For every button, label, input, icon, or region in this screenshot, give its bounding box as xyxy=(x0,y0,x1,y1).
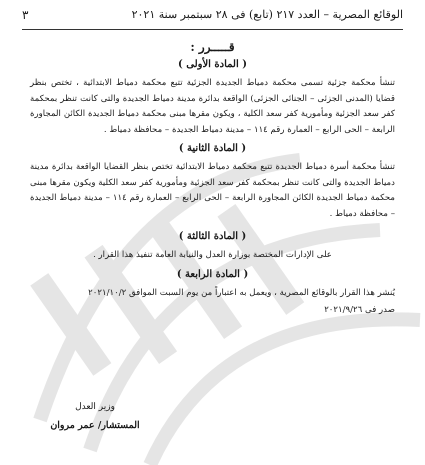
issued-date: صدر فى ٢٠٢١/٩/٢٦ xyxy=(324,305,395,315)
signatory-name: المستشار/ عمر مروان xyxy=(50,420,140,431)
signatory-title: وزير العدل xyxy=(75,402,115,412)
running-title: الوقائع المصرية – العدد ٢١٧ (تابع) فى ٢٨ سبتمبر سنة ٢٠٢١ xyxy=(131,8,403,21)
article-2-heading: ( المادة الثانية ) xyxy=(178,143,247,154)
article-3-text: على الإدارات المختصة بوزارة العدل والنيابة العامة تنفيذ هذا القرار . xyxy=(93,250,332,260)
article-4-heading: ( المادة الرابعة ) xyxy=(176,268,249,280)
article-1-heading: ( المادة الأولى ) xyxy=(178,59,247,70)
page-number: ٣ xyxy=(22,8,29,22)
page-header xyxy=(22,8,403,26)
signature-block xyxy=(30,400,160,434)
header-rule xyxy=(22,29,403,30)
article-3-heading: ( المادة الثالثة ) xyxy=(178,231,247,242)
decree-body xyxy=(30,40,395,319)
article-4-text: يُنشر هذا القرار بالوقائع المصرية ، ويعمل به اعتباراً من يوم السبت الموافق ٢٠٢١/١٠/٢ xyxy=(88,287,395,298)
decree-title: قـــــرر : xyxy=(190,40,235,54)
article-2-text: تنشأ محكمة أسرة دمياط الجديدة تتبع محكمة دمياط الابتدائية تختص بنظر القضايا الواقعة بدائرة مدينة دمياط الجديدة والتى كانت تنظر بمحكمة كفر سعد الجزئية ومأمورية كفر سعد الكلية ويكون مقرها مبنى محكمة دمياط الجديدة الكائن المجاورة الرابعة – الحى الرابع – العمارة رقم ١١٤ – مدينة دمياط الجديدة – محافظة دمياط . xyxy=(30,162,395,219)
article-1-text: تنشأ محكمة جزئية تسمى محكمة دمياط الجديدة الجزئية تتبع محكمة دمياط الابتدائية ، تختص بنظر قضايا (المدنى الجزئى – الجنائى الجزئى) الواقعة بدائرة مدينة دمياط الجديدة والتى كانت تنظر بمحكمة كفر سعد الجزئية ومأمورية كفر سعد الكلية ، ويكون مقرها مبنى محكمة دمياط الجديدة الكائن المجاورة الرابعة – الحى الرابع – العمارة رقم ١١٤ – مدينة دمياط الجديدة – محافظة دمياط . xyxy=(30,78,395,135)
